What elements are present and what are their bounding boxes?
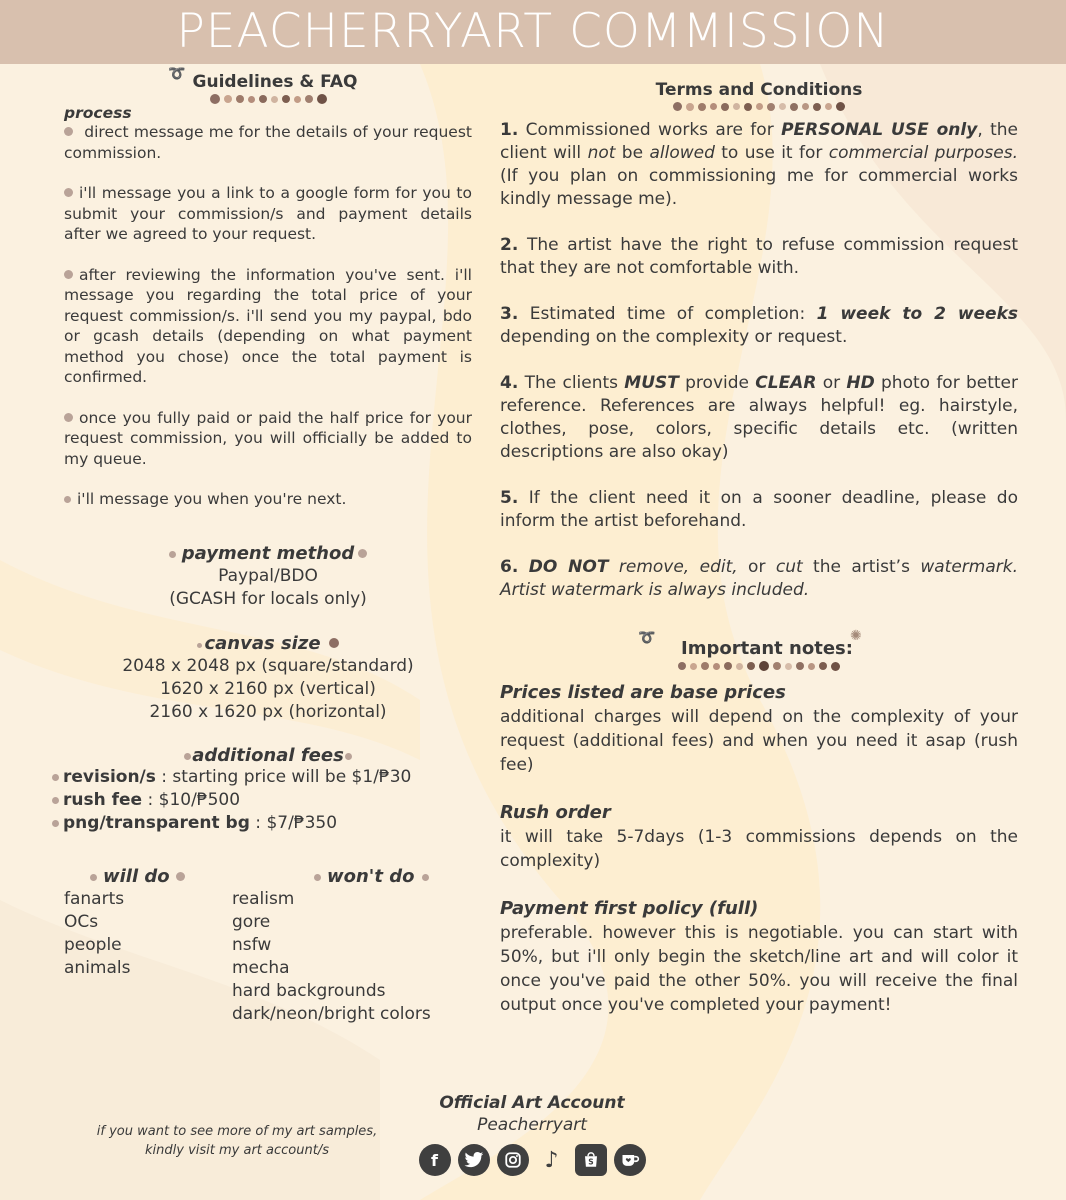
process-step-3 xyxy=(64,265,472,388)
canvas-size-square: 2048 x 2048 px (square/standard) xyxy=(122,655,414,676)
term-text xyxy=(518,557,528,577)
will-do-list xyxy=(64,865,232,1026)
term-emphasis: watermark. Artist watermark is always included. xyxy=(500,557,1018,600)
term-text: depending on the complexity or request. xyxy=(500,327,848,347)
bullet-icon xyxy=(64,127,73,136)
term-1 xyxy=(500,119,1018,211)
term-text: The artist have the right to refuse commission request that they are not comfortable with. xyxy=(500,235,1018,278)
term-number: 4. xyxy=(500,373,519,393)
term-emphasis: commercial purposes. xyxy=(828,143,1019,163)
guidelines-heading xyxy=(64,66,472,92)
process-step-1 xyxy=(64,122,472,163)
will-do-item: fanarts xyxy=(64,888,125,909)
payment-method-line-2: (GCASH for locals only) xyxy=(169,588,367,609)
term-text: Commissioned works are for xyxy=(518,120,782,140)
process-step-5-text: i'll message you when you're next. xyxy=(77,490,347,508)
term-emphasis: CLEAR xyxy=(755,373,817,393)
sparkle-ornament-icon: ✺ xyxy=(850,628,862,644)
term-text: be xyxy=(615,143,650,163)
payment-method-line-1: Paypal/BDO xyxy=(218,565,318,586)
term-text: Estimated time of completion: xyxy=(518,304,817,324)
dot-divider xyxy=(64,94,472,104)
tiktok-icon[interactable]: ♪ xyxy=(544,1147,559,1173)
bullet-icon xyxy=(64,270,73,279)
wont-do-heading-text: won't do xyxy=(327,865,415,887)
bullet-icon xyxy=(64,188,73,197)
canvas-size-heading-text: canvas size xyxy=(204,632,321,654)
term-number: 5. xyxy=(500,488,519,508)
additional-fees-heading xyxy=(64,745,472,766)
social-links xyxy=(402,1144,662,1176)
bullet-icon xyxy=(169,551,176,558)
term-emphasis: cut xyxy=(775,557,803,577)
fee-row-rush xyxy=(52,789,472,812)
note-payment-policy xyxy=(500,897,1018,1017)
process-step-2 xyxy=(64,183,472,245)
term-4 xyxy=(500,372,1018,464)
additional-fees-section xyxy=(64,745,472,835)
bullet-icon xyxy=(358,549,367,558)
swirl-ornament-icon: ➰ xyxy=(168,66,186,82)
term-number: 2. xyxy=(500,235,519,255)
fee-row-revision xyxy=(52,766,472,789)
fee-name: png/transparent bg xyxy=(63,812,250,833)
canvas-size-horizontal: 2160 x 1620 px (horizontal) xyxy=(149,701,387,722)
fee-value: : $10/₱500 xyxy=(142,789,241,810)
header-banner xyxy=(0,0,1066,64)
process-step-1-text: direct message me for the details of your request commission. xyxy=(64,123,473,162)
wont-do-item: dark/neon/bright colors xyxy=(232,1003,431,1024)
page-title: PEACHERRYART COMMISSION xyxy=(176,4,890,59)
term-3 xyxy=(500,303,1018,349)
important-notes-heading-text: Important notes: xyxy=(681,638,853,659)
payment-method-section xyxy=(64,542,472,611)
process-step-4 xyxy=(64,408,472,470)
guidelines-column xyxy=(63,66,473,1026)
official-account-block xyxy=(402,1092,662,1176)
canvas-size-heading xyxy=(64,632,472,655)
bullet-icon xyxy=(52,820,59,827)
term-text: the artist’s xyxy=(802,557,921,577)
important-notes-heading xyxy=(500,628,1018,659)
note-body: preferable. however this is negotiable. you can start with 50%, but i'll only begin the sketch/line art and will color it once you've paid the other 50%. you will receive the final output once you've completed your payment! xyxy=(500,923,1018,1015)
process-label: process xyxy=(64,104,132,122)
bullet-icon xyxy=(64,496,71,503)
bullet-icon xyxy=(184,753,191,760)
note-body: it will take 5-7days (1-3 commissions depends on the complexity) xyxy=(500,827,1018,871)
note-title: Payment first policy (full) xyxy=(500,898,759,919)
footer-note: if you want to see more of my art samples, kindly visit my art account/s xyxy=(96,1124,378,1158)
will-wont-lists xyxy=(64,865,472,1026)
term-emphasis: allowed xyxy=(649,143,715,163)
bullet-icon xyxy=(314,874,321,881)
fee-name: revision/s xyxy=(63,766,156,787)
fee-row-png xyxy=(52,812,472,835)
term-emphasis: PERSONAL USE only xyxy=(781,120,978,140)
will-do-item: animals xyxy=(64,957,131,978)
term-text: to use it for xyxy=(714,143,829,163)
bullet-icon xyxy=(176,872,185,881)
note-title: Rush order xyxy=(500,802,611,823)
term-emphasis: MUST xyxy=(624,373,679,393)
bullet-icon xyxy=(329,638,339,648)
term-text: provide xyxy=(678,373,756,393)
term-text: If the client need it on a sooner deadline, please do inform the artist beforehand. xyxy=(500,488,1018,531)
term-number: 6. xyxy=(500,557,519,577)
payment-method-heading xyxy=(64,542,472,565)
term-2 xyxy=(500,234,1018,280)
svg-text:S: S xyxy=(587,1157,594,1167)
guidelines-heading-text: Guidelines & FAQ xyxy=(192,72,358,92)
fee-value: : $7/₱350 xyxy=(249,812,338,833)
term-text: (If you plan on commissioning me for commercial works kindly message me). xyxy=(500,166,1018,209)
bullet-icon xyxy=(345,753,352,760)
term-text: photo for better reference. References are always helpful! eg. hairstyle, clothes, pose, colors, specific details etc. (written descriptions are also okay) xyxy=(500,373,1018,462)
terms-heading-text: Terms and Conditions xyxy=(655,80,863,100)
fee-name: rush fee xyxy=(63,789,143,810)
will-do-heading xyxy=(64,865,232,888)
dot-divider xyxy=(500,102,1018,111)
term-5 xyxy=(500,487,1018,533)
term-number: 1. xyxy=(500,120,519,140)
wont-do-item: mecha xyxy=(232,957,290,978)
will-do-heading-text: will do xyxy=(103,865,170,887)
term-text: or xyxy=(737,557,776,577)
will-do-item: people xyxy=(64,934,122,955)
note-body: additional charges will depend on the complexity of your request (additional fees) and when you need it asap (rush fee) xyxy=(500,707,1018,775)
will-do-item: OCs xyxy=(64,911,99,932)
wont-do-item: hard backgrounds xyxy=(232,980,386,1001)
process-step-2-text: i'll message you a link to a google form for you to submit your commission/s and payment details after we agreed to your request. xyxy=(64,184,472,243)
canvas-size-section xyxy=(64,632,472,724)
note-base-prices xyxy=(500,681,1018,777)
term-emphasis: HD xyxy=(846,373,875,393)
term-text: , the client will xyxy=(500,120,1019,163)
process-step-3-text: after reviewing the information you've sent. i'll message you regarding the total price of your request commission/s. i'll send you my paypal, bdo or gcash details (depending on what payment method you chose) once the total payment is confirmed. xyxy=(64,265,472,386)
terms-column xyxy=(500,72,1018,1017)
term-emphasis: 1 week to 2 weeks xyxy=(816,304,1019,324)
kofi-icon[interactable] xyxy=(614,1144,646,1176)
instagram-icon[interactable] xyxy=(497,1144,529,1176)
terms-heading xyxy=(500,80,1018,100)
wont-do-heading xyxy=(232,865,472,888)
payment-method-heading-text: payment method xyxy=(181,542,355,564)
term-emphasis: DO NOT xyxy=(528,557,609,577)
term-text: The clients xyxy=(518,373,625,393)
wont-do-item: realism xyxy=(232,888,295,909)
additional-fees-heading-text: additional fees xyxy=(192,744,344,766)
twitter-icon[interactable] xyxy=(458,1144,490,1176)
dot-divider xyxy=(500,661,1018,671)
shopee-icon[interactable] xyxy=(575,1144,607,1176)
wont-do-list xyxy=(232,865,472,1026)
process-step-5 xyxy=(64,489,472,510)
canvas-size-vertical: 1620 x 2160 px (vertical) xyxy=(160,678,376,699)
bullet-icon xyxy=(422,874,429,881)
note-title: Prices listed are base prices xyxy=(500,682,786,703)
bullet-icon xyxy=(52,797,59,804)
wont-do-item: gore xyxy=(232,911,271,932)
term-number: 3. xyxy=(500,304,519,324)
wont-do-item: nsfw xyxy=(232,934,272,955)
bullet-icon xyxy=(90,874,97,881)
term-emphasis: not xyxy=(587,143,616,163)
official-account-label: Official Art Account xyxy=(439,1093,625,1113)
bullet-icon xyxy=(197,643,202,648)
bullet-icon xyxy=(52,774,59,781)
bullet-icon xyxy=(64,413,73,422)
swirl-ornament-icon: ➰ xyxy=(638,630,656,646)
term-text: or xyxy=(816,373,847,393)
facebook-icon[interactable]: f xyxy=(419,1144,451,1176)
official-account-name: Peacherryart xyxy=(477,1115,587,1135)
process-step-4-text: once you fully paid or paid the half price for your request commission, you will officially be added to my queue. xyxy=(64,408,472,468)
fee-value: : starting price will be $1/₱30 xyxy=(155,766,412,787)
note-rush-order xyxy=(500,801,1018,873)
term-6 xyxy=(500,556,1018,602)
term-emphasis: remove, edit, xyxy=(608,557,738,577)
